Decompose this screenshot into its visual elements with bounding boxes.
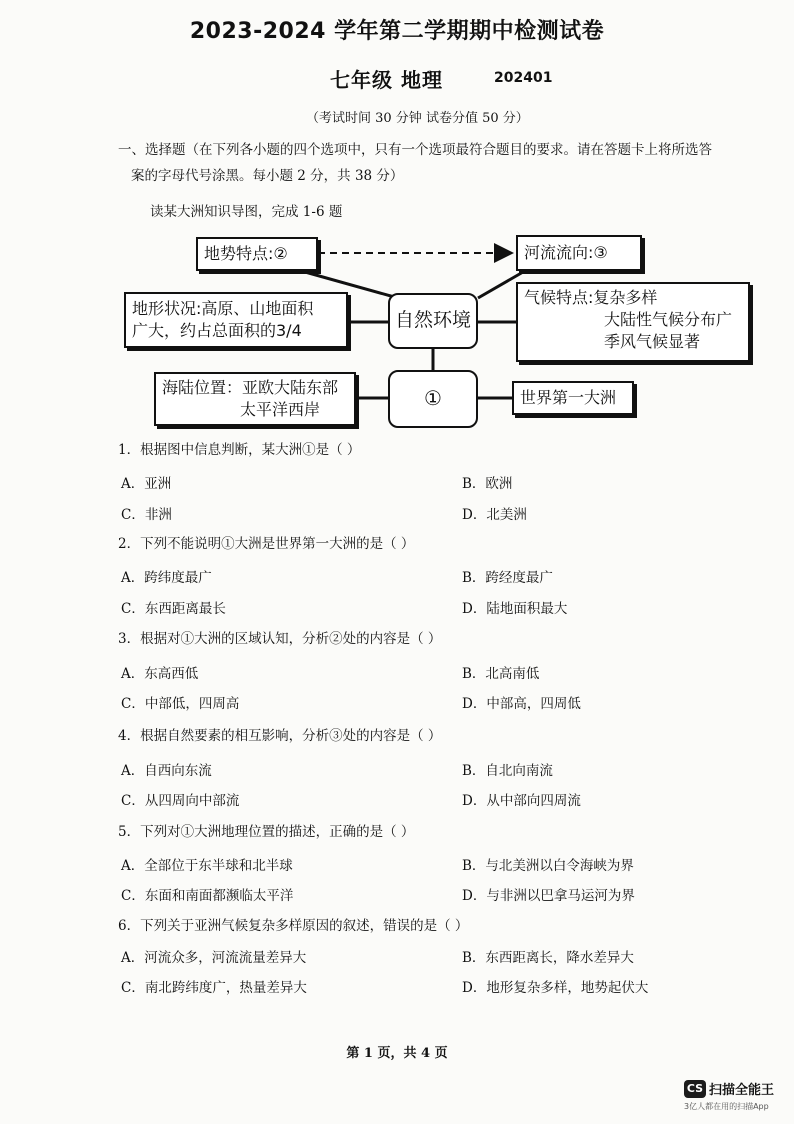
question-2-option-b: B．跨经度最广 — [462, 570, 553, 586]
question-4-stem: 4．根据自然要素的相互影响，分析③处的内容是（ ） — [118, 728, 442, 744]
center-text: 自然环境 — [394, 309, 471, 331]
question-5-option-d: D．与非洲以巴拿马运河为界 — [462, 888, 635, 904]
question-4-option-d: D．从中部向四周流 — [462, 793, 581, 809]
climate-box — [516, 282, 750, 362]
terrain-box — [196, 237, 318, 271]
location-line1: 海陆位置：亚欧大陆东部 — [162, 378, 339, 397]
question-2-option-a: A．跨纬度最广 — [121, 570, 212, 586]
question-6-stem: 6．下列关于亚洲气候复杂多样原因的叙述，错误的是（ ） — [118, 918, 469, 934]
question-3-option-b: B．北高南低 — [462, 666, 540, 682]
question-5-option-a: A．全部位于东半球和北半球 — [121, 858, 293, 874]
river-text: 河流流向:③ — [524, 243, 608, 262]
question-2-option-d: D．陆地面积最大 — [462, 601, 568, 617]
exam-subtitle: 七年级 地理 — [330, 68, 443, 92]
question-1-stem: 1．根据图中信息判断，某大洲①是（ ） — [118, 442, 361, 458]
section-heading-line2: 案的字母代号涂黑。每小题 2 分，共 38 分） — [131, 168, 404, 184]
location-box — [154, 372, 356, 426]
continent-text: ① — [424, 386, 442, 410]
scanner-tagline: 3亿人都在用的扫描App — [684, 1102, 769, 1111]
exam-time-info: （考试时间 30 分钟 试卷分值 50 分） — [306, 111, 529, 126]
question-1-option-b: B．欧洲 — [462, 476, 513, 492]
question-5-stem: 5．下列对①大洲地理位置的描述，正确的是（ ） — [118, 824, 415, 840]
question-1-option-a: A．亚洲 — [121, 476, 172, 492]
exam-title: 2023-2024 学年第二学期期中检测试卷 — [189, 19, 605, 44]
scanner-app-name: 扫描全能王 — [709, 1083, 775, 1098]
terrain-text: 地势特点:② — [204, 244, 288, 263]
scanner-logo-icon: CS — [684, 1080, 706, 1098]
climate-line1: 气候特点:复杂多样 — [524, 288, 658, 307]
question-6-option-c: C．南北跨纬度广，热量差异大 — [121, 980, 307, 996]
page-number: 第 1 页，共 4 页 — [346, 1046, 448, 1061]
question-6-option-a: A．河流众多，河流流量差异大 — [121, 950, 307, 966]
question-3-option-d: D．中部高，四周低 — [462, 696, 581, 712]
question-1-option-c: C．非洲 — [121, 507, 172, 523]
question-5-option-b: B．与北美洲以白令海峡为界 — [462, 858, 634, 874]
continent-box — [388, 370, 478, 428]
question-3-stem: 3．根据对①大洲的区域认知，分析②处的内容是（ ） — [118, 631, 442, 647]
landform-line2: 广大，约占总面积的3/4 — [132, 321, 302, 340]
largest-text: 世界第一大洲 — [520, 388, 617, 407]
question-2-option-c: C．东西距离最长 — [121, 601, 226, 617]
climate-line2: 大陆性气候分布广 — [604, 310, 733, 329]
climate-line3: 季风气候显著 — [604, 332, 701, 351]
center-box — [388, 293, 478, 349]
scanner-watermark — [684, 1078, 774, 1098]
location-line2: 太平洋西岸 — [240, 400, 321, 419]
question-2-stem: 2．下列不能说明①大洲是世界第一大洲的是（ ） — [118, 536, 415, 552]
question-6-option-b: B．东西距离长，降水差异大 — [462, 950, 634, 966]
river-box — [516, 235, 642, 271]
question-1-option-d: D．北美洲 — [462, 507, 527, 523]
question-4-option-a: A．自西向东流 — [121, 763, 212, 779]
largest-box — [512, 381, 634, 415]
question-6-option-d: D．地形复杂多样，地势起伏大 — [462, 980, 649, 996]
question-4-option-c: C．从四周向中部流 — [121, 793, 240, 809]
question-3-option-a: A．东高西低 — [121, 666, 199, 682]
landform-line1: 地形状况:高原、山地面积 — [132, 299, 314, 318]
read-instruction: 读某大洲知识导图，完成 1-6 题 — [150, 204, 343, 220]
section-heading-line1: 一、选择题（在下列各小题的四个选项中，只有一个选项最符合题目的要求。请在答题卡上将所选答 — [118, 142, 712, 158]
question-4-option-b: B．自北向南流 — [462, 763, 553, 779]
question-5-option-c: C．东面和南面都濒临太平洋 — [121, 888, 294, 904]
question-3-option-c: C．中部低，四周高 — [121, 696, 240, 712]
exam-code: 202401 — [494, 70, 553, 86]
landform-box — [124, 292, 348, 348]
